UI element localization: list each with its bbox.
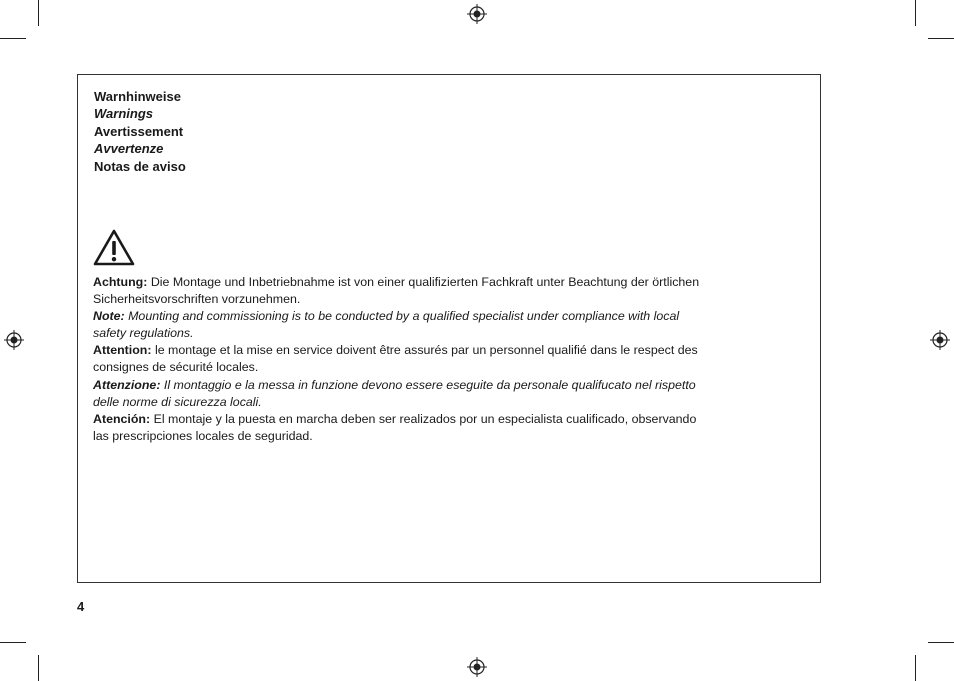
title-de: Warnhinweise	[94, 89, 181, 104]
notice-it-text: Il montaggio e la messa in funzione devono essere eseguite da personale qualifucato nel rispetto delle norme di sicurezza locali.	[93, 377, 696, 409]
notice-es-lead: Atención:	[93, 411, 151, 426]
crop-mark-bottom-left-horizontal	[0, 642, 26, 643]
notice-es	[93, 411, 713, 445]
crop-mark-bottom-left-vertical	[38, 655, 39, 681]
notice-de	[93, 274, 713, 308]
crop-mark-top-right-horizontal	[928, 38, 954, 39]
notice-en	[93, 308, 713, 342]
crop-mark-top-right-vertical	[915, 0, 916, 26]
notice-it	[93, 377, 713, 411]
section-titles	[94, 88, 186, 175]
registration-mark-top-icon	[467, 4, 487, 24]
title-en: Warnings	[94, 106, 153, 122]
notice-it-lead: Attenzione:	[93, 377, 161, 392]
title-es: Notas de aviso	[94, 158, 186, 174]
notice-fr-lead: Attention:	[93, 343, 152, 358]
notice-es-text: El montaje y la puesta en marcha deben ser realizados por un especialista cualificado, observando las prescripciones locales de seguridad.	[93, 411, 697, 443]
warning-triangle-icon	[92, 228, 136, 268]
warning-notices	[93, 274, 713, 445]
title-it: Avvertenze	[94, 141, 164, 157]
title-fr: Avertissement	[94, 123, 184, 139]
registration-mark-left-icon	[4, 330, 24, 350]
crop-mark-top-left-horizontal	[0, 38, 26, 39]
notice-de-text: Die Montage und Inbetriebnahme ist von einer qualifizierten Fachkraft unter Beachtung der örtlichen Sicherheitsvorschriften vorzunehmen.	[93, 275, 700, 307]
notice-en-lead: Note:	[93, 309, 125, 324]
crop-mark-bottom-right-vertical	[915, 655, 916, 681]
crop-mark-bottom-right-horizontal	[928, 642, 954, 643]
registration-mark-right-icon	[930, 330, 950, 350]
registration-mark-bottom-icon	[467, 657, 487, 677]
notice-fr-text: le montage et la mise en service doivent être assurés par un personnel qualifié dans le respect des consignes de sécurité locales.	[93, 343, 698, 375]
notice-en-text: Mounting and commissioning is to be conducted by a qualified specialist under compliance with local safety regulations.	[93, 309, 680, 341]
page-number: 4	[77, 599, 85, 614]
notice-de-lead: Achtung:	[93, 275, 148, 289]
notice-fr	[93, 342, 713, 376]
crop-mark-top-left-vertical	[38, 0, 39, 26]
